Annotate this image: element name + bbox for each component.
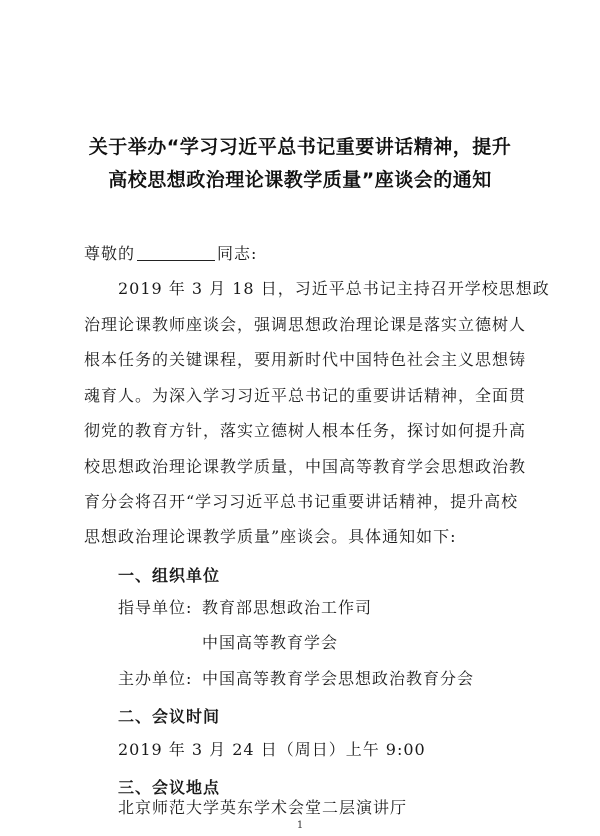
host-unit-label: 主办单位: (118, 669, 193, 688)
salutation (84, 244, 257, 264)
host-unit: 中国高等教育学会思想政治教育分会 (202, 669, 475, 688)
paragraph-line-3: 根本任务的关键课程，要用新时代中国特色社会主义思想铸 (84, 350, 527, 369)
guide-unit-2: 中国高等教育学会 (202, 633, 339, 652)
notice-title-line-2: 高校思想政治理论课教学质量”座谈会的通知 (108, 169, 492, 191)
paragraph-line-5: 彻党的教育方针，落实立德树人根本任务，探讨如何提升高 (84, 421, 527, 440)
name-blank-underline (137, 246, 215, 261)
paragraph-line-6: 校思想政治理论课教学质量，中国高等教育学会思想政治教 (84, 457, 527, 476)
section-heading-time: 二、会议时间 (118, 707, 221, 726)
paragraph-line-2: 治理论课教师座谈会，强调思想政治理论课是落实立德树人 (84, 315, 527, 334)
paragraph-line-8: 思想政治理论课教学质量”座谈会。具体通知如下: (84, 527, 457, 546)
guide-unit-label: 指导单位: (118, 598, 193, 617)
meeting-place: 北京师范大学英东学术会堂二层演讲厅 (118, 798, 408, 817)
section-heading-organizers: 一、组织单位 (118, 566, 221, 585)
paragraph-line-4: 魂育人。为深入学习习近平总书记的重要讲话精神，全面贯 (84, 386, 527, 405)
section-heading-place: 三、会议地点 (118, 778, 221, 797)
notice-title-line-1: 关于举办“学习习近平总书记重要讲话精神，提升 (88, 136, 512, 158)
guide-unit-1: 教育部思想政治工作司 (202, 598, 373, 617)
paragraph-line-1: 2019 年 3 月 18 日，习近平总书记主持召开学校思想政 (118, 279, 550, 298)
salutation-suffix: 同志: (217, 244, 258, 263)
salutation-prefix: 尊敬的 (84, 244, 136, 263)
meeting-time: 2019 年 3 月 24 日（周日）上午 9:00 (118, 740, 426, 759)
paragraph-line-7: 育分会将召开“学习习近平总书记重要讲话精神，提升高校 (84, 492, 519, 511)
page-number: 1 (296, 820, 304, 831)
